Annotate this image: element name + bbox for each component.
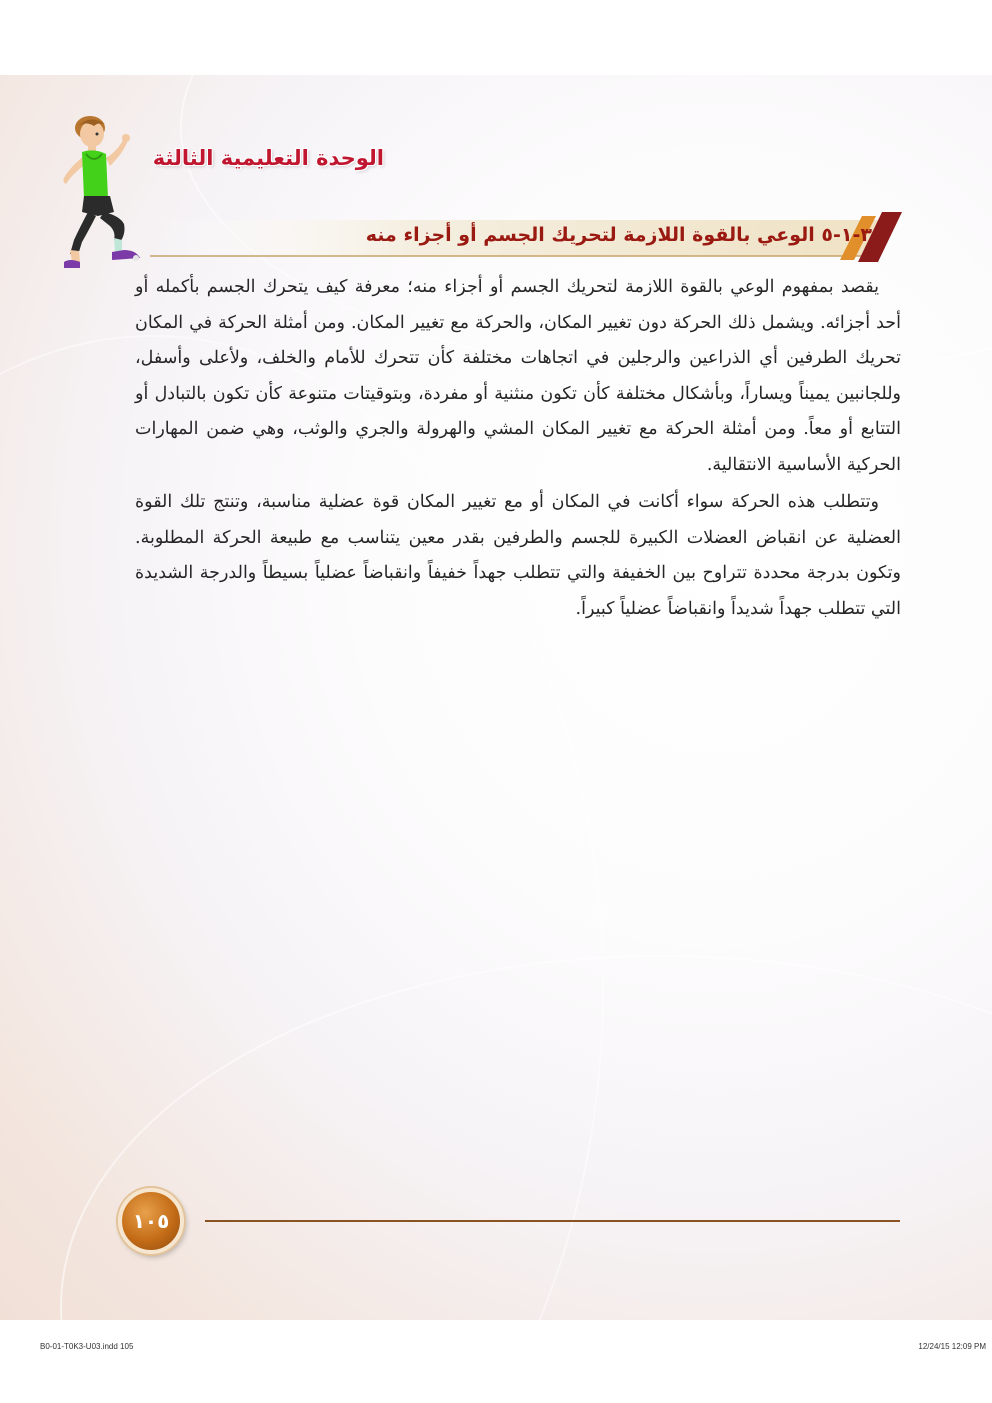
runner-illustration: [50, 112, 150, 277]
page-number-badge: [118, 1188, 184, 1254]
footer-divider: [205, 1220, 900, 1222]
paragraph: يقصد بمفهوم الوعي بالقوة اللازمة لتحريك الجسم أو أجزاء منه؛ معرفة كيف يتحرك الجسم بأكمله أو أحد أجزائه. ويشمل ذلك الحركة دون تغيير المكان، والحركة مع تغيير المكان. ومن أمثلة الحركة في المكان تحريك الطرفين أي الذراعين والرجلين في اتجاهات مختلفة كأن تتحرك للأمام والخلف، ولأعلى وأسفل، وللجانبين يميناً ويساراً، وبأشكال مختلفة كأن تكون منثنية أو مفردة، وبتوقيتات متنوعة كأن تكون بالتبادل أو التتابع أو معاً. ومن أمثلة الحركة مع تغيير المكان المشي والهرولة والجري والوثب، وهي ضمن المهارات الحركية الأساسية الانتقالية.: [135, 277, 901, 475]
page-number: ١٠٥: [132, 1209, 170, 1233]
body-text: [135, 270, 901, 629]
unit-title: الوحدة التعليمية الثالثة: [152, 146, 384, 170]
print-slug-timestamp: 12/24/15 12:09 PM: [918, 1342, 986, 1351]
print-slug-file: B0-01-T0K3-U03.indd 105: [40, 1342, 134, 1351]
section-title: ٣-١-٥ الوعي بالقوة اللازمة لتحريك الجسم أو أجزاء منه: [365, 224, 872, 246]
paragraph: وتتطلب هذه الحركة سواء أكانت في المكان أو مع تغيير المكان قوة عضلية مناسبة، وتنتج تلك القوة العضلية عن انقباض العضلات الكبيرة للجسم والطرفين بقدر معين يتناسب مع طبيعة الحركة المطلوبة. وتكون بدرجة محددة تتراوح بين الخفيفة والتي تتطلب جهداً خفيفاً وانقباضاً عضلياً بسيطاً والدرجة الشديدة التي تتطلب جهداً شديداً وانقباضاً عضلياً كبيراً.: [135, 492, 901, 619]
